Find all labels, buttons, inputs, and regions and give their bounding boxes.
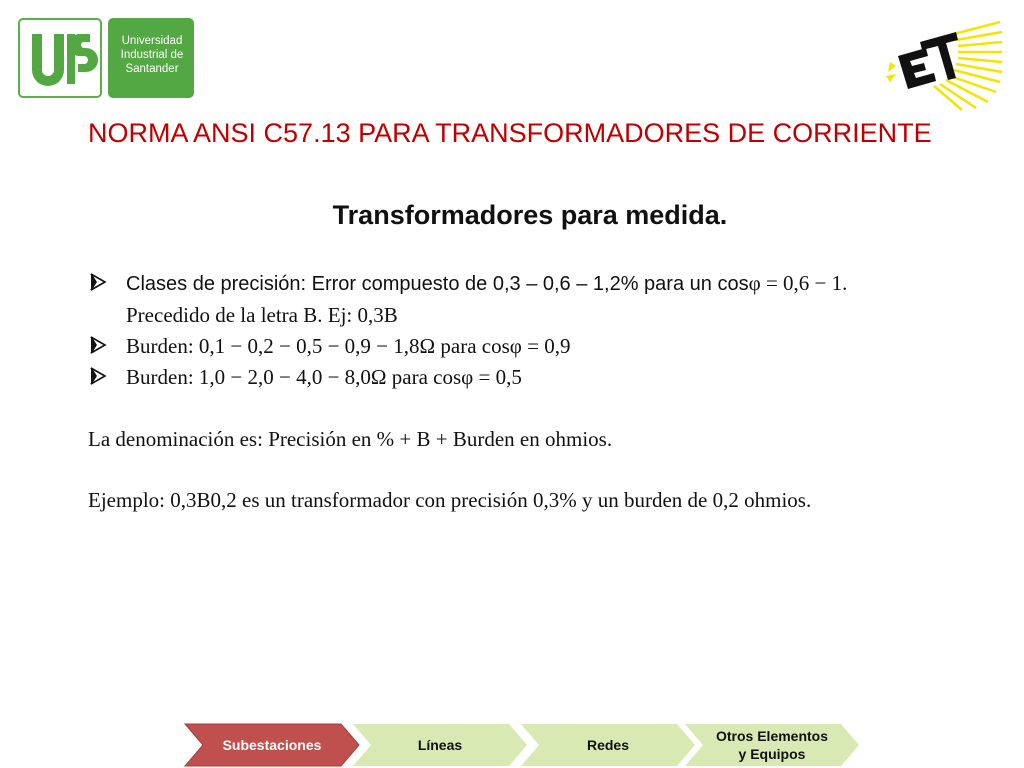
nav-label-line: y Equipos	[738, 746, 806, 762]
bullet-text: Burden: 0,1 − 0,2 − 0,5 − 0,9 − 1,8Ω para cosφ = 0,9	[126, 334, 571, 358]
bottom-nav	[183, 722, 863, 768]
section-subtitle: Transformadores para medida.	[332, 200, 728, 230]
nav-label: Subestaciones	[222, 737, 322, 753]
denomination-paragraph: La denominación es: Precisión en % + B + Burden en ohmios.	[88, 427, 613, 451]
uis-logo	[18, 18, 198, 100]
bullet-item	[88, 268, 988, 331]
uis-logo-line: Santander	[125, 63, 179, 75]
page-title: NORMA ANSI C57.13 PARA TRANSFORMADORES DE CORRIENTE	[88, 118, 932, 148]
uis-logo-line: Industrial de	[120, 49, 184, 61]
bullet-text: Clases de precisión: Error compuesto de 0,3 – 0,6 – 1,2% para un cos	[126, 273, 749, 295]
nav-otros-elementos[interactable]	[683, 722, 861, 768]
uis-logo-text	[108, 18, 194, 98]
bullet-line	[126, 268, 988, 300]
nav-label	[716, 727, 828, 763]
nav-lineas[interactable]	[351, 722, 529, 768]
nav-redes[interactable]	[519, 722, 697, 768]
bullet-item	[88, 362, 988, 393]
arrow-bullet-icon	[88, 335, 108, 355]
bullet-line: Precedido de la letra B. Ej: 0,3B	[126, 303, 398, 327]
bullet-text: Burden: 1,0 − 2,0 − 4,0 − 8,0Ω para cosφ = 0,5	[126, 365, 522, 389]
nav-label: Líneas	[417, 737, 463, 753]
bullet-list	[88, 268, 988, 393]
nav-subestaciones[interactable]	[183, 722, 361, 768]
uis-logo-line: Universidad	[121, 35, 183, 47]
uis-logo-mark	[18, 18, 102, 98]
nav-label-line: Otros Elementos	[715, 728, 829, 744]
nav-label: Redes	[586, 737, 630, 753]
arrow-bullet-icon	[88, 272, 108, 292]
example-paragraph: Ejemplo: 0,3B0,2 es un transformador con precisión 0,3% y un burden de 0,2 ohmios.	[88, 488, 812, 512]
bullet-math: φ = 0,6 − 1.	[748, 271, 848, 295]
et-logo	[876, 16, 1004, 112]
arrow-bullet-icon	[88, 366, 108, 386]
bullet-item	[88, 331, 988, 362]
